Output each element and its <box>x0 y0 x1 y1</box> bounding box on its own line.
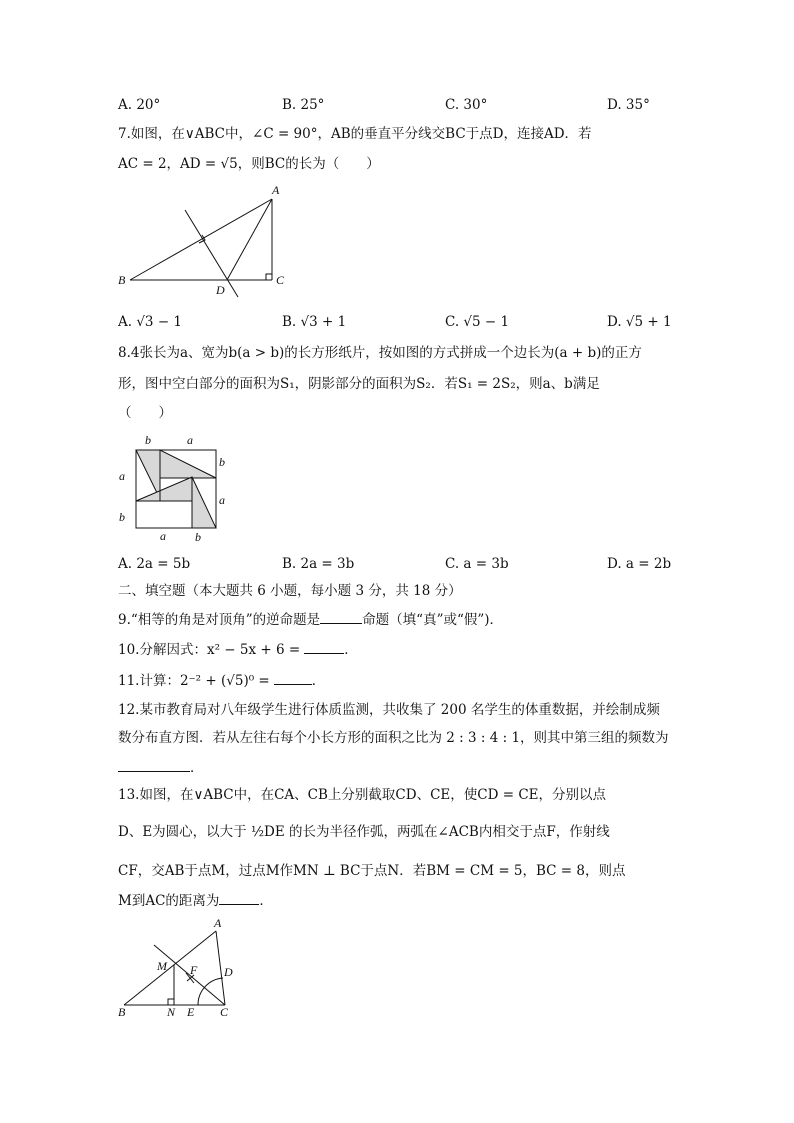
q7-option-b: B. √3 + 1 <box>282 314 347 330</box>
q13-segment-ab <box>124 931 216 1005</box>
q13-label-a: A <box>214 916 222 930</box>
q8-text-line1: 8.4张长为a、宽为b(a > b)的长方形纸片，按如图的方式拼成一个边长为(a + b)的正方 <box>118 345 642 361</box>
q6-option-c: C. 30° <box>445 97 488 113</box>
q13-label-b: B <box>118 1005 126 1019</box>
q10-text-after: ． <box>344 642 358 658</box>
q6-option-a: A. 20° <box>118 97 161 113</box>
q10-question <box>118 639 358 659</box>
q7-option-c: C. √5 − 1 <box>445 314 510 330</box>
q7-option-d: D. √5 + 1 <box>607 314 672 330</box>
q8-label-bottom-b: b <box>195 530 201 544</box>
q11-text-after: ． <box>311 673 326 689</box>
q8-label-left-a: a <box>119 469 125 483</box>
q7-segment-ad <box>227 199 272 280</box>
q7-text-line2: AC = 2，AD = √5，则BC的长为（ ） <box>118 156 380 172</box>
q13-label-d: D <box>224 965 233 979</box>
q13-arc <box>198 978 223 1005</box>
q13-text-before: M到AC的距离为 <box>118 893 220 909</box>
q8-shaded-triangle-4 <box>192 477 216 528</box>
q7-label-b: B <box>118 273 126 287</box>
q12-answer-line <box>118 757 204 777</box>
q13-text-line2: D、E为圆心，以大于 ½DE 的长为半径作弧，两弧在∠ACB内相交于点F，作射线 <box>118 824 610 840</box>
q7-option-a: A. √3 − 1 <box>118 314 183 330</box>
q13-text-after: ． <box>259 893 273 909</box>
q10-answer-blank[interactable] <box>304 639 344 654</box>
q8-option-c: C. a = 3b <box>445 556 509 572</box>
q8-shaded-triangle-1 <box>136 450 160 499</box>
q10-text-before: 10.分解因式：x² − 5x + 6 = <box>118 642 301 658</box>
q13-label-c: C <box>220 1005 229 1019</box>
q9-answer-blank[interactable] <box>320 609 362 624</box>
q8-square-figure <box>110 428 240 546</box>
q9-question <box>118 609 503 629</box>
q7-right-angle-mark <box>266 274 272 280</box>
q6-option-d: D. 35° <box>607 97 650 113</box>
q11-question <box>118 670 325 690</box>
q8-label-left-b: b <box>119 510 125 524</box>
q7-label-d: D <box>216 283 225 297</box>
q7-label-a: A <box>272 183 280 197</box>
q7-triangle-figure <box>110 180 300 300</box>
q8-label-top-a: a <box>187 433 193 447</box>
q8-option-b: B. 2a = 3b <box>282 556 355 572</box>
q8-option-d: D. a = 2b <box>607 556 672 572</box>
q12-answer-blank[interactable] <box>118 757 190 772</box>
q9-text-after: 命题（填“真”或“假”)． <box>362 612 504 628</box>
q13-triangle-figure <box>110 915 250 1020</box>
q13-label-m: M <box>157 959 167 973</box>
q12-text-line2: 数分布直方图．若从左往右每个小长方形的面积之比为 2 : 3 : 4 : 1，则其中第三组的频数为 <box>118 730 669 746</box>
q13-label-f: F <box>190 963 198 977</box>
q6-option-b: B. 25° <box>282 97 325 113</box>
q7-text-line1: 7.如图，在∨ABC中，∠C = 90°，AB的垂直平分线交BC于点D，连接AD．若 <box>118 126 592 142</box>
q13-text-line3: CF，交AB于点M，过点M作MN ⊥ BC于点N．若BM = CM = 5，BC = 8，则点 <box>118 863 626 879</box>
q7-segment-ab <box>130 199 272 280</box>
q8-text-line2: 形，图中空白部分的面积为S₁，阴影部分的面积为S₂．若S₁ = 2S₂，则a、b满足 <box>118 376 600 392</box>
q12-text-line1: 12.某市教育局对八年级学生进行体质监测，共收集了 200 名学生的体重数据，并绘制成频 <box>118 702 660 718</box>
q7-label-c: C <box>276 273 285 287</box>
q13-answer-line <box>118 890 273 910</box>
q8-shaded-triangle-2 <box>160 450 216 478</box>
q11-answer-blank[interactable] <box>274 670 312 685</box>
q13-text-line1: 13.如图，在∨ABC中，在CA、CB上分别截取CD、CE，使CD = CE，分别以点 <box>118 787 606 803</box>
q8-label-right-a: a <box>219 493 225 507</box>
q9-text-before: 9.“相等的角是对顶角”的逆命题是 <box>118 612 321 628</box>
q8-option-a: A. 2a = 5b <box>118 556 191 572</box>
q13-label-e: E <box>187 1005 195 1019</box>
q8-label-right-b: b <box>219 455 225 469</box>
q11-text-before: 11.计算：2⁻² + (√5)⁰ = <box>118 673 270 689</box>
q8-text-line3: （ ） <box>118 405 172 421</box>
q8-label-top-b: b <box>145 433 151 447</box>
q13-label-n: N <box>167 1005 176 1019</box>
section-heading-fill-in: 二、填空题（本大题共 6 小题，每小题 3 分，共 18 分） <box>118 583 462 599</box>
q8-shaded-triangle-3 <box>136 477 192 501</box>
q13-answer-blank[interactable] <box>219 890 259 905</box>
q8-label-bottom-a: a <box>160 529 166 543</box>
q12-text-after: ． <box>190 760 204 776</box>
